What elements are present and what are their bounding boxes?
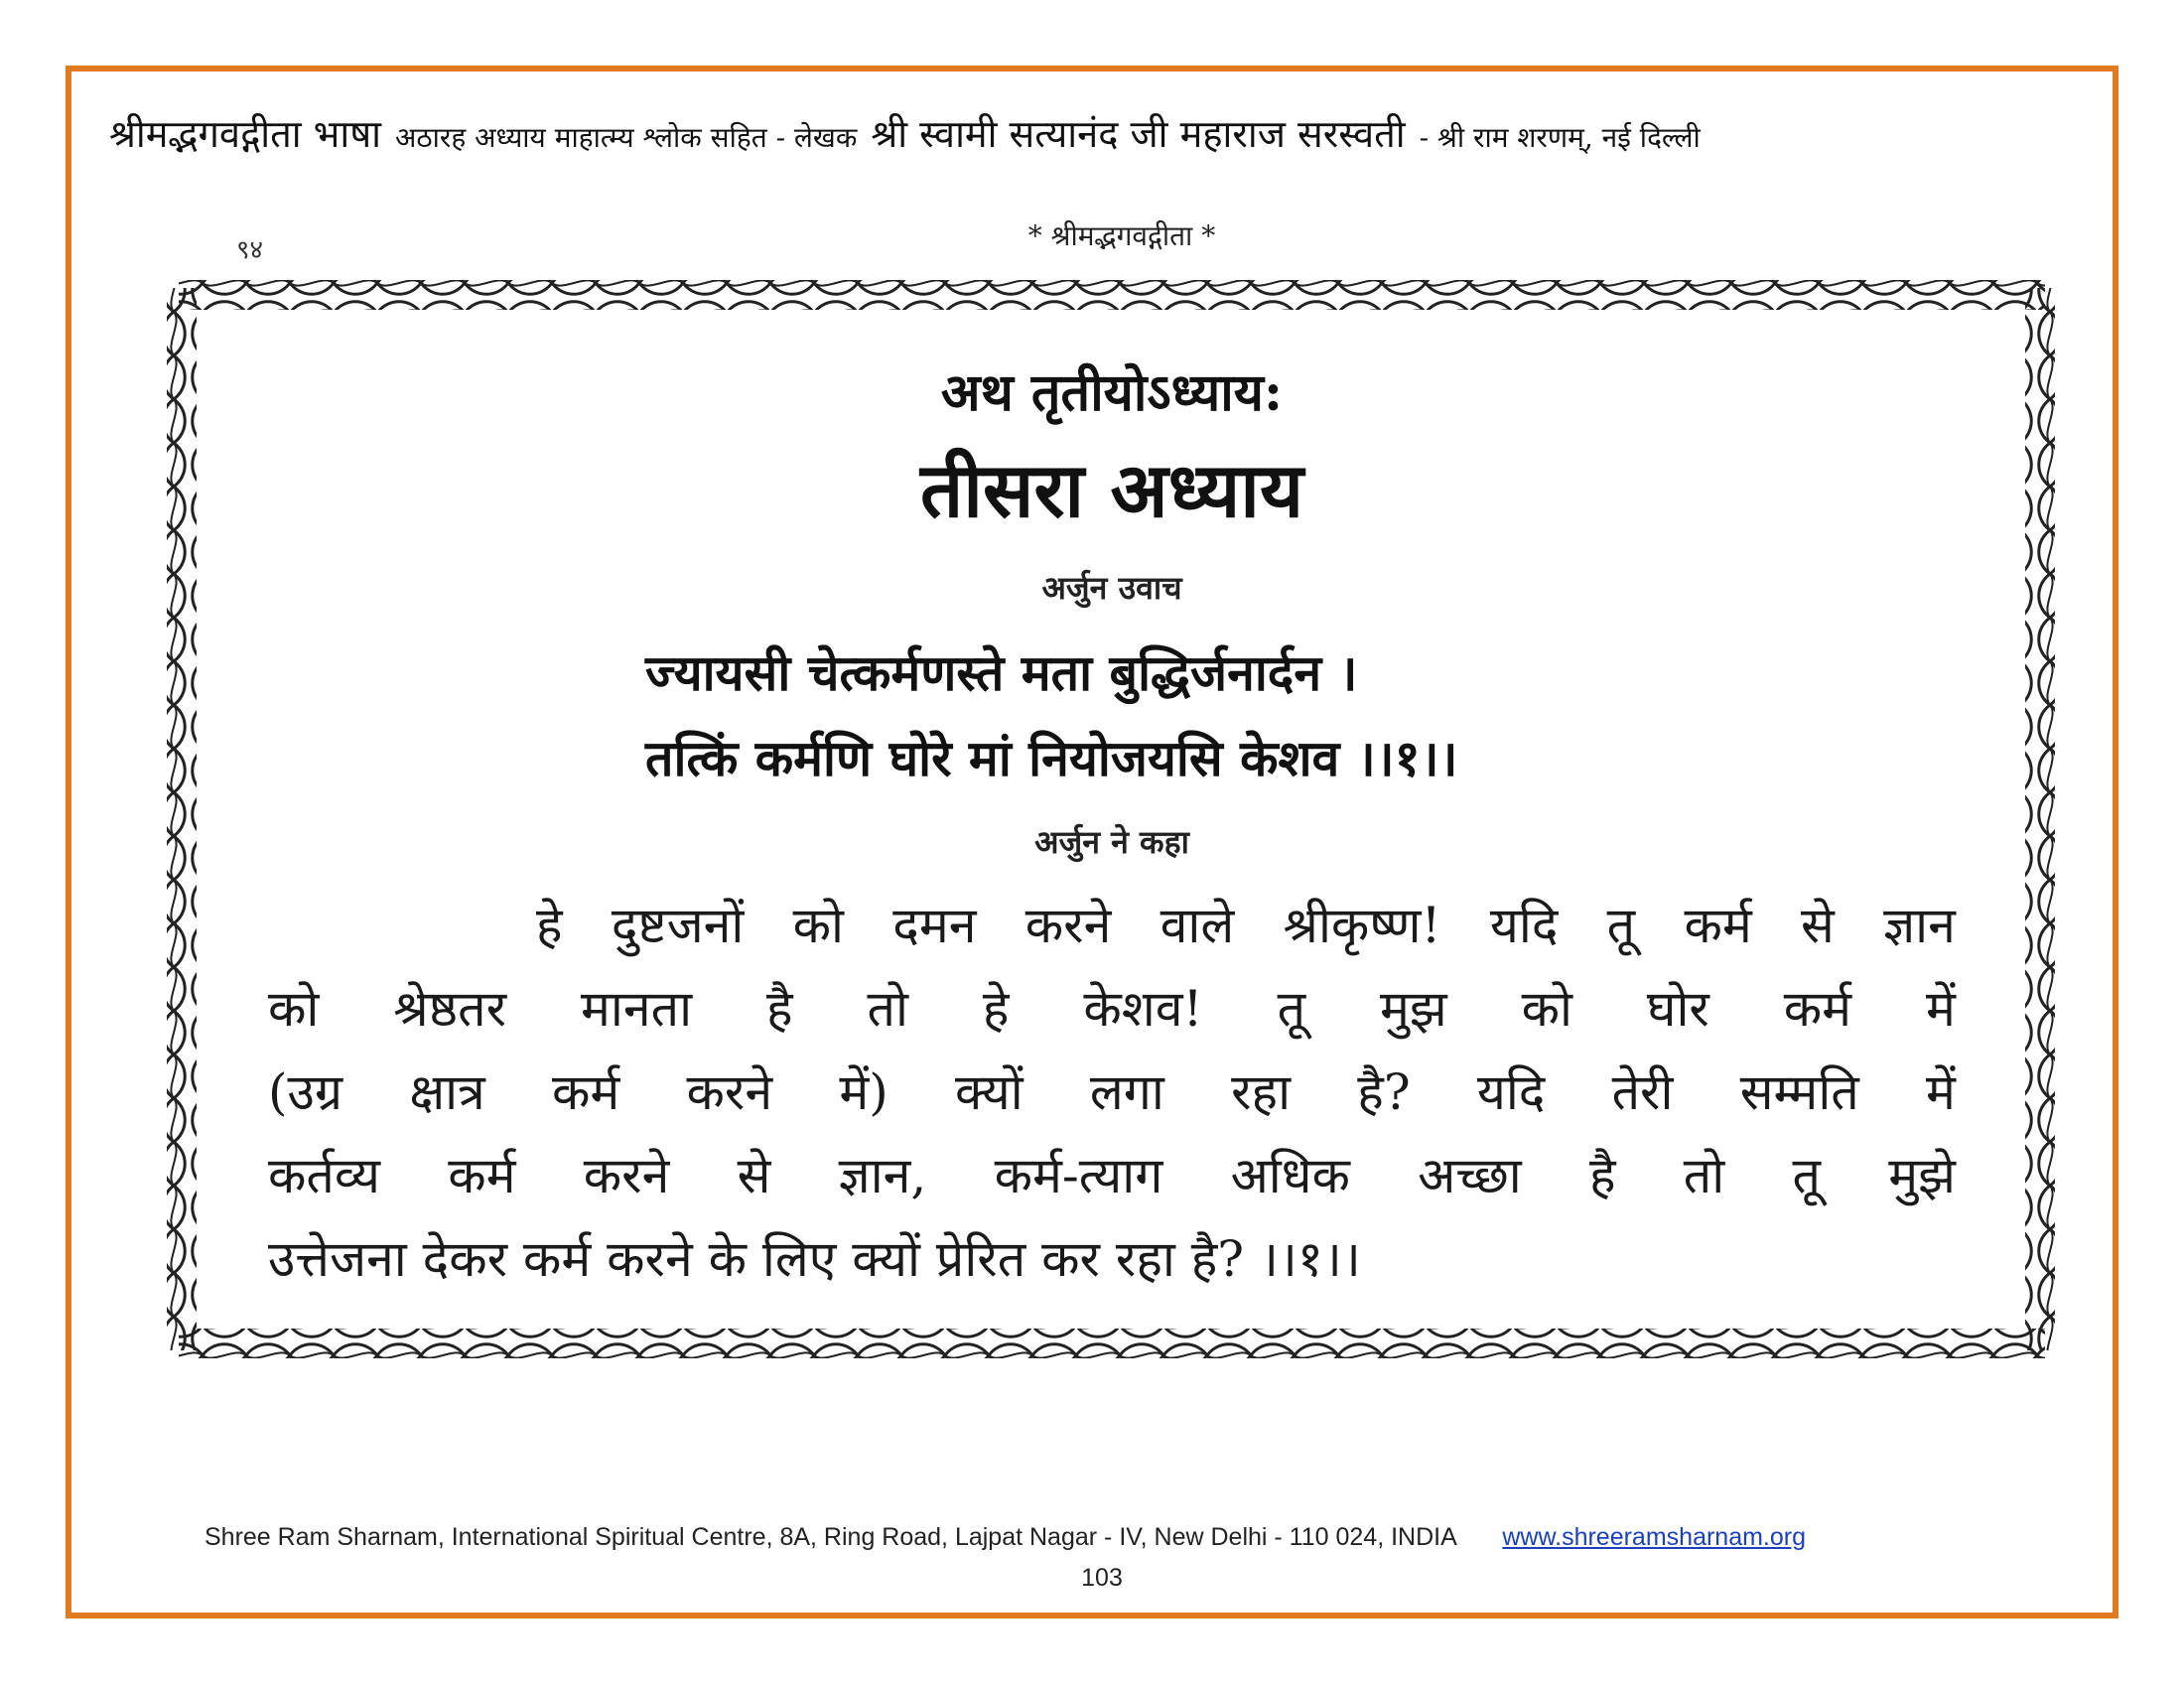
translation-paragraph [268, 884, 1956, 1301]
scan-page-number: ९४ [236, 235, 264, 265]
footer [205, 1523, 1991, 1552]
footer-address: Shree Ram Sharnam, International Spiritual Centre, 8A, Ring Road, Lajpat Nagar - IV, New Delhi - 110 024, INDIA [205, 1523, 1456, 1551]
scanned-page [159, 268, 2065, 1370]
header-author: श्री स्वामी सत्यानंद जी महाराज सरस्वती [871, 112, 1406, 156]
verse-line-2: तत्किं कर्मणि घोरे मां नियोजयसि केशव ।।१।। [645, 729, 1458, 787]
translation-line: (उग्र क्षात्र कर्म करने में) क्यों लगा रहा है? यदि तेरी सम्मति में [268, 1063, 1956, 1121]
header-publisher: - श्री राम शरणम्, नई दिल्ली [1419, 121, 1701, 154]
document-header [109, 107, 2075, 167]
scan-running-head: * श्रीमद्भगवद्गीता * [1027, 219, 1216, 252]
speaker-hindi: अर्जुन ने कहा [1034, 823, 1189, 861]
header-description: अठारह अध्याय माहात्म्य श्लोक सहित - लेखक [395, 121, 858, 154]
website-link[interactable]: www.shreeramsharnam.org [1502, 1523, 1807, 1551]
chapter-title-sanskrit: अथ तृतीयोऽध्याय: [940, 362, 1284, 423]
verse-line-1: ज्यायसी चेत्कर्मणस्ते मता बुद्धिर्जनार्दन । [645, 643, 1358, 702]
translation-line: उत्तेजना देकर कर्म करने के लिए क्यों प्रेरित कर रहा है? ।।१।। [268, 1230, 1361, 1288]
header-title: श्रीमद्भगवद्गीता भाषा [109, 112, 382, 156]
page-number: 103 [1081, 1564, 1123, 1592]
translation-line: हे दुष्टजनों को दमन करने वाले श्रीकृष्ण! यदि तू कर्म से ज्ञान [536, 897, 1956, 954]
speaker-sanskrit: अर्जुन उवाच [1041, 569, 1182, 607]
translation-line: को श्रेष्ठतर मानता है तो हे केशव! तू मुझ को घोर कर्म में [268, 980, 1956, 1038]
translation-line: कर्तव्य कर्म करने से ज्ञान, कर्म-त्याग अधिक अच्छा है तो तू मुझे [268, 1147, 1956, 1204]
chapter-title-hindi: तीसरा अध्याय [919, 446, 1304, 534]
